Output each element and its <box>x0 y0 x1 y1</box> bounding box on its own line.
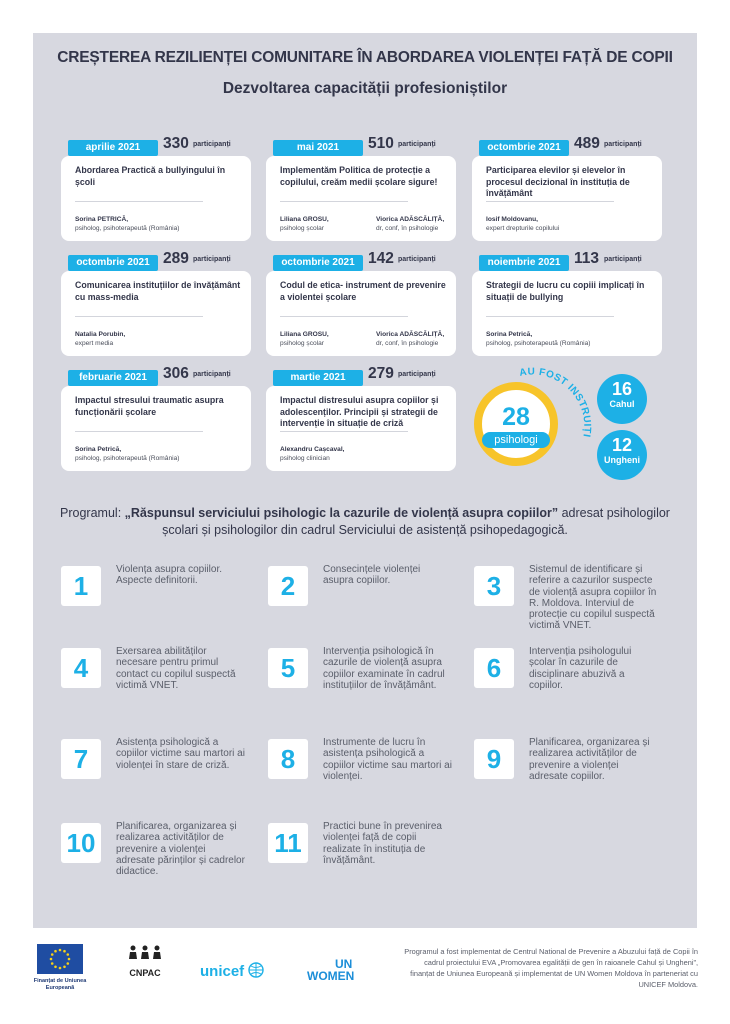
session-title: Strategii de lucru cu copiii implicați în situații de bullying <box>486 280 645 302</box>
module-number: 8 <box>268 739 308 779</box>
session-speaker <box>75 445 179 463</box>
module-text: Instrumente de lucru în asistența psihologică a copiilor victime sau martori ai violenței. <box>323 737 452 782</box>
module-text: Planificarea, organizarea și realizarea activităților de prevenire a violenței adresate părinților și cadrelor didactice. <box>116 821 245 878</box>
session-title: Implementăm Politica de protecție a copilului, creăm medii școlare sigure! <box>280 165 438 187</box>
session-card <box>266 252 456 356</box>
participant-label: participanți <box>398 256 436 263</box>
participant-label: participanți <box>193 256 231 263</box>
participant-label: participanți <box>193 141 231 148</box>
cahul-badge <box>597 374 647 424</box>
program-prefix: Programul: <box>60 506 125 520</box>
total-trained-badge <box>474 382 558 466</box>
session-speaker <box>75 215 179 233</box>
speaker-role: psiholog, psihoterapeută (România) <box>486 340 591 347</box>
session-title: Impactul distresului asupra copiilor și adolescenților. Principii și strategii de intervenție în situație de criză <box>280 395 439 428</box>
session-divider <box>280 431 408 432</box>
speaker-role: psiholog clinician <box>280 455 330 462</box>
module-number: 9 <box>474 739 514 779</box>
session-body <box>61 156 251 241</box>
module-text: Exersarea abilităților necesare pentru primul contact cu copilul suspectă victimă VNET. <box>116 646 236 691</box>
eu-star-icon <box>63 950 66 953</box>
session-date: octombrie 2021 <box>273 255 363 271</box>
session-title: Codul de etica- instrument de prevenire a violentei școlare <box>280 280 446 302</box>
page-subtitle: Dezvoltarea capacității profesioniștilor <box>222 80 508 97</box>
session-divider <box>486 201 614 202</box>
ungheni-label: Ungheni <box>604 455 640 465</box>
module-text: Violența asupra copiilor. Aspecte definitorii. <box>116 564 222 587</box>
unicef-logo <box>200 962 264 980</box>
session-body <box>266 386 456 471</box>
eu-star-icon <box>66 953 69 956</box>
speaker-role: expert drepturile copilului <box>486 225 560 232</box>
session-header <box>266 367 456 385</box>
speaker-name: Sorina Petrică, <box>486 331 533 338</box>
module-number: 5 <box>268 648 308 688</box>
eu-star-icon <box>54 965 57 968</box>
module-number: 10 <box>61 823 101 863</box>
session-speaker <box>486 215 559 233</box>
module-text: Practici bune în prevenirea violenței față de copii realizate în instituția de învățământ. <box>323 821 442 866</box>
session-card <box>472 252 662 356</box>
session-body <box>472 271 662 356</box>
module-text: Consecințele violenței asupra copiilor. <box>323 564 421 587</box>
session-body <box>61 271 251 356</box>
session-body <box>472 156 662 241</box>
speaker-name: Natalia Porubin, <box>75 331 126 338</box>
total-trained-count: 28 <box>502 403 530 431</box>
program-name: „Răspunsul serviciului psihologic la cazurile de violență asupra copiilor” <box>124 506 559 520</box>
speaker-name: Liliana GROSU, <box>280 331 329 338</box>
session-divider <box>75 316 203 317</box>
ungheni-badge <box>597 430 647 480</box>
session-date: octombrie 2021 <box>68 255 158 271</box>
session-header <box>266 252 456 270</box>
session-speaker <box>280 215 329 233</box>
module-number: 6 <box>474 648 514 688</box>
eu-star-icon <box>59 967 62 970</box>
session-date: aprilie 2021 <box>68 140 158 156</box>
participant-count: 279 <box>368 365 394 382</box>
session-card <box>472 137 662 241</box>
unicef-text: unicef <box>200 963 245 980</box>
speaker-name: Iosif Moldovanu, <box>486 216 539 223</box>
cnpac-figures-icon <box>125 945 165 961</box>
session-title: Comunicarea instituțiilor de învățământ cu mass-media <box>75 280 241 302</box>
unwomen-logo <box>307 958 354 982</box>
session-body <box>266 156 456 241</box>
session-title: Abordarea Practică a bullyingului în școli <box>75 165 226 187</box>
ungheni-count: 12 <box>611 435 633 455</box>
session-body <box>266 271 456 356</box>
eu-caption: Finanțat de Uniunea Europeană <box>33 978 87 991</box>
session-speaker <box>376 330 444 348</box>
eu-star-icon <box>54 950 57 953</box>
module-text: Planificarea, organizarea și realizarea activităților de prevenire a violenței adresate copiilor. <box>529 737 650 782</box>
session-card <box>266 137 456 241</box>
cnpac-logo <box>120 945 170 978</box>
speaker-name: Sorina PETRICĂ, <box>75 216 129 223</box>
page-title: CREȘTEREA REZILIENȚEI COMUNITARE ÎN ABORDAREA VIOLENȚEI FAȚĂ DE COPII <box>57 49 673 66</box>
participant-count: 306 <box>163 365 189 382</box>
module-number: 4 <box>61 648 101 688</box>
eu-star-icon <box>51 962 54 965</box>
session-header <box>61 252 251 270</box>
session-header <box>472 137 662 155</box>
eu-star-icon <box>68 958 71 961</box>
unwomen-un: UN <box>335 957 353 971</box>
session-divider <box>280 316 408 317</box>
session-title: Impactul stresului traumatic asupra funcționării școlare <box>75 395 224 417</box>
program-intro <box>60 505 670 539</box>
speaker-role: dr, conf, în psihologie <box>376 225 439 232</box>
module-number: 2 <box>268 566 308 606</box>
module-number: 3 <box>474 566 514 606</box>
session-header <box>472 252 662 270</box>
module-text: Intervenția psihologică în cazurile de violență asupra copiilor examinate în cadrul instituțiilor de învățământ. <box>323 646 445 691</box>
session-body <box>61 386 251 471</box>
session-date: mai 2021 <box>273 140 363 156</box>
total-trained-label: psihologi <box>482 432 550 448</box>
cahul-label: Cahul <box>609 399 635 409</box>
participant-count: 510 <box>368 135 394 152</box>
session-date: noiembrie 2021 <box>479 255 569 271</box>
session-card <box>61 252 251 356</box>
session-card <box>61 137 251 241</box>
session-header <box>266 137 456 155</box>
participant-count: 142 <box>368 250 394 267</box>
speaker-name: Alexandru Cașcaval, <box>280 446 345 453</box>
session-divider <box>486 316 614 317</box>
eu-star-icon <box>59 949 62 952</box>
module-number: 11 <box>268 823 308 863</box>
session-header <box>61 367 251 385</box>
session-header <box>61 137 251 155</box>
session-divider <box>75 431 203 432</box>
participant-label: participanți <box>193 371 231 378</box>
speaker-name: Viorica ADĂSCĂLIȚĂ, <box>376 331 445 338</box>
unicef-globe-icon <box>248 962 264 978</box>
program-suffix: adresat psihologilor școlari și psihologilor din cadrul Serviciului de asistență psihopedagogică. <box>162 506 670 537</box>
module-text: Intervenția psihologului școlar în cazurile de disciplinare abuzivă a copiilor. <box>529 646 632 691</box>
module-number: 7 <box>61 739 101 779</box>
session-title: Participarea elevilor și elevelor în procesul decizional în instituția de învățământ <box>486 165 630 198</box>
speaker-name: Liliana GROSU, <box>280 216 329 223</box>
session-speaker <box>280 445 345 463</box>
participant-count: 289 <box>163 250 189 267</box>
eu-star-icon <box>51 953 54 956</box>
svg-text:AU FOST INSTRUIȚI: AU FOST INSTRUIȚI <box>518 366 593 439</box>
speaker-role: psiholog școlar <box>280 225 324 232</box>
session-date: octombrie 2021 <box>479 140 569 156</box>
participant-label: participanți <box>604 141 642 148</box>
participant-label: participanți <box>398 141 436 148</box>
speaker-name: Viorica ADĂSCĂLIȚĂ, <box>376 216 445 223</box>
session-card <box>61 367 251 471</box>
session-card <box>266 367 456 471</box>
speaker-role: expert media <box>75 340 114 347</box>
eu-star-icon <box>66 962 69 965</box>
cahul-count: 16 <box>611 379 633 399</box>
module-number: 1 <box>61 566 101 606</box>
participant-label: participanți <box>604 256 642 263</box>
module-text: Asistența psihologică a copiilor victime sau martori ai violenței în stare de criză. <box>116 737 245 771</box>
cnpac-text: CNPAC <box>129 968 161 978</box>
unwomen-women: WOMEN <box>307 969 355 983</box>
eu-flag-logo <box>37 944 83 974</box>
session-speaker <box>280 330 329 348</box>
participant-count: 330 <box>163 135 189 152</box>
participant-count: 113 <box>574 250 600 267</box>
participant-count: 489 <box>574 135 600 152</box>
eu-star-icon <box>63 965 66 968</box>
module-text: Sistemul de identificare și referire a cazurilor suspecte de violență asupra copiilor în R. Moldova. Interviul de protecție cu copilul suspectă victimă VNET. <box>529 564 657 632</box>
participant-label: participanți <box>398 371 436 378</box>
eu-star-icon <box>50 958 53 961</box>
session-divider <box>280 201 408 202</box>
session-date: martie 2021 <box>273 370 363 386</box>
speaker-name: Sorina Petrică, <box>75 446 122 453</box>
speaker-role: psiholog, psihoterapeută (România) <box>75 455 180 462</box>
session-speaker <box>376 215 444 233</box>
speaker-role: psiholog școlar <box>280 340 324 347</box>
session-date: februarie 2021 <box>68 370 158 386</box>
speaker-role: dr, conf, în psihologie <box>376 340 439 347</box>
footer-note: Programul a fost implementat de Centrul National de Prevenire a Abuzului față de Copii în cadrul proiectului EVA „Promovarea egalității de gen în raioanele Cahul și Ungheni”, finanțat de Uniunea Europeană și implementat de UN Women Moldova în parteneriat cu UNICEF Moldova. <box>404 947 698 989</box>
speaker-role: psiholog, psihoterapeută (România) <box>75 225 180 232</box>
session-divider <box>75 201 203 202</box>
session-speaker <box>486 330 590 348</box>
session-speaker <box>75 330 125 348</box>
